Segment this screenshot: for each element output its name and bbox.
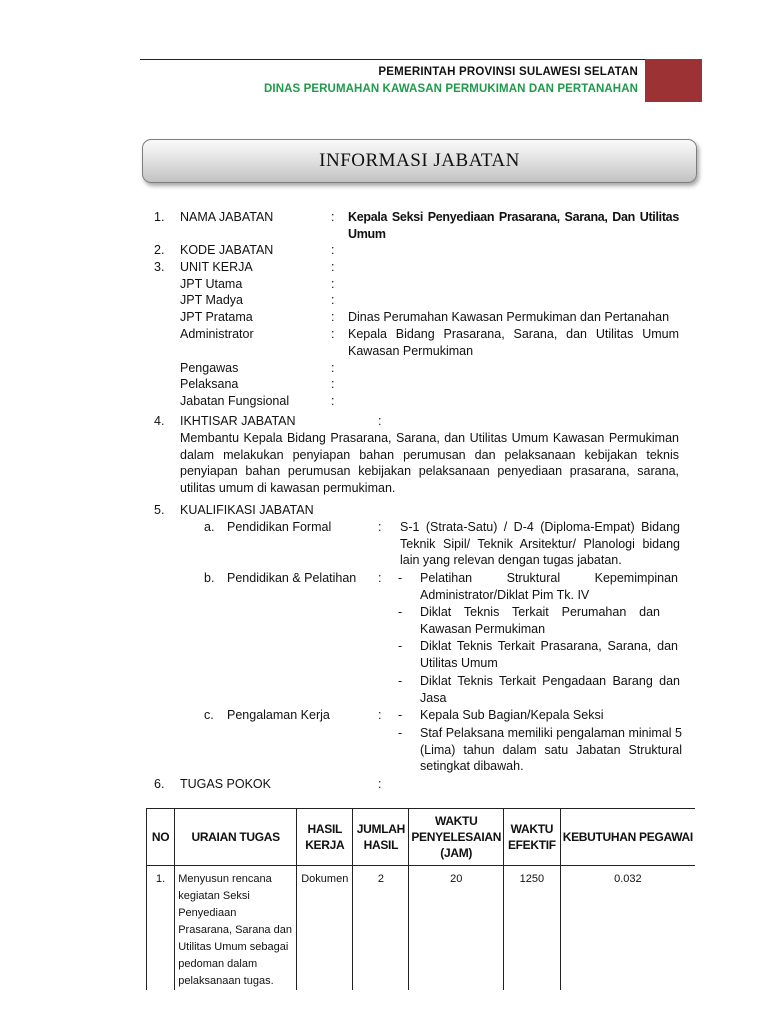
colon: : bbox=[378, 520, 382, 534]
col-header-kebutuhan-pegawai: KEBUTUHAN PEGAWAI bbox=[560, 809, 695, 866]
bullet-dash: - bbox=[398, 726, 403, 740]
cell-waktu-efektif: 1250 bbox=[504, 866, 561, 991]
ikhtisar-text: Membantu Kepala Bidang Prasarana, Sarana, dan Utilitas Umum Kawasan Permukiman dalam melakukan penyiapan bahan perumusan dan pelaksanaan kebijakan teknis penyiapan bahan perumusan kebijakan pelaksanaan penyediaan prasarana, sarana, utilitas umum di kawasan permukiman. bbox=[180, 431, 679, 495]
col-header-no: NO bbox=[147, 809, 175, 866]
bullet-dash: - bbox=[398, 708, 403, 722]
tugas-pokok-label: TUGAS POKOK bbox=[180, 777, 271, 791]
header-accent-block bbox=[645, 59, 702, 102]
colon: : bbox=[378, 571, 382, 585]
col-header-waktu-penyelesaian: WAKTU PENYELESAIAN (JAM) bbox=[409, 809, 504, 866]
col-header-waktu-efektif: WAKTU EFEKTIF bbox=[504, 809, 561, 866]
item-number-1: 1. bbox=[154, 210, 165, 224]
item-number-3: 3. bbox=[154, 260, 165, 274]
colon: : bbox=[331, 310, 335, 324]
colon: : bbox=[331, 243, 335, 257]
colon: : bbox=[378, 708, 382, 722]
item-number-6: 6. bbox=[154, 777, 165, 791]
table-row bbox=[147, 866, 696, 991]
sub-letter-b: b. bbox=[204, 571, 215, 585]
jpt-madya-label: JPT Madya bbox=[180, 293, 243, 307]
unit-kerja-label: UNIT KERJA bbox=[180, 260, 253, 274]
jpt-pratama-label: JPT Pratama bbox=[180, 310, 253, 324]
cell-no: 1. bbox=[147, 866, 175, 991]
bullet-dash: - bbox=[398, 605, 403, 619]
bullet-dash: - bbox=[398, 639, 403, 653]
col-header-uraian: URAIAN TUGAS bbox=[175, 809, 297, 866]
cell-uraian: Menyusun rencana kegiatan Seksi Penyediaan Prasarana, Sarana dan Utilitas Umum sebagai pedoman dalam pelaksanaan tugas. bbox=[175, 866, 297, 991]
kualifikasi-label: KUALIFIKASI JABATAN bbox=[180, 503, 314, 517]
col-header-hasil-kerja: HASIL KERJA bbox=[297, 809, 353, 866]
colon: : bbox=[331, 394, 335, 408]
page-title: INFORMASI JABATAN bbox=[142, 139, 697, 183]
bullet-dash: - bbox=[398, 674, 403, 688]
colon: : bbox=[331, 293, 335, 307]
cell-kebutuhan-pegawai: 0.032 bbox=[560, 866, 695, 991]
item-number-2: 2. bbox=[154, 243, 165, 257]
tugas-table bbox=[146, 808, 695, 990]
item-number-5: 5. bbox=[154, 503, 165, 517]
cell-jumlah-hasil: 2 bbox=[353, 866, 409, 991]
nama-jabatan-value: Kepala Seksi Penyediaan Prasarana, Sarana, Dan Utilitas Umum bbox=[348, 210, 679, 241]
pelatihan-item: Diklat Teknis Terkait Prasarana, Sarana, dan Utilitas Umum bbox=[420, 639, 678, 670]
kode-jabatan-label: KODE JABATAN bbox=[180, 243, 274, 257]
nama-jabatan-label: NAMA JABATAN bbox=[180, 210, 274, 224]
administrator-value: Kepala Bidang Prasarana, Sarana, dan Utilitas Umum Kawasan Permukiman bbox=[348, 327, 679, 358]
sub-letter-c: c. bbox=[204, 708, 214, 722]
bullet-dash: - bbox=[398, 571, 403, 585]
cell-waktu-penyelesaian: 20 bbox=[409, 866, 504, 991]
pelatihan-item: Diklat Teknis Terkait Perumahan dan Kawasan Permukiman bbox=[420, 605, 660, 636]
administrator-label: Administrator bbox=[180, 327, 254, 341]
colon: : bbox=[331, 277, 335, 291]
colon: : bbox=[331, 210, 335, 224]
item-number-4: 4. bbox=[154, 414, 165, 428]
colon: : bbox=[378, 777, 382, 791]
pendidikan-formal-value: S-1 (Strata-Satu) / D-4 (Diploma-Empat) Bidang Teknik Sipil/ Teknik Arsitektur/ Planologi bidang lain yang relevan dengan tugas jabatan. bbox=[400, 520, 680, 567]
colon: : bbox=[331, 377, 335, 391]
colon: : bbox=[331, 361, 335, 375]
col-header-jumlah-hasil: JUMLAH HASIL bbox=[353, 809, 409, 866]
jabatan-fungsional-label: Jabatan Fungsional bbox=[180, 394, 290, 408]
pengalaman-item: Staf Pelaksana memiliki pengalaman minimal 5 (Lima) tahun dalam satu Jabatan Struktural setingkat dibawah. bbox=[420, 726, 682, 773]
pengawas-label: Pengawas bbox=[180, 361, 239, 375]
pengalaman-item: Kepala Sub Bagian/Kepala Seksi bbox=[420, 708, 604, 722]
colon: : bbox=[331, 327, 335, 341]
colon: : bbox=[378, 414, 382, 428]
pendidikan-pelatihan-label: Pendidikan & Pelatihan bbox=[227, 571, 357, 585]
ikhtisar-label: IKHTISAR JABATAN bbox=[180, 414, 296, 428]
header-rule bbox=[140, 59, 645, 60]
pengalaman-kerja-label: Pengalaman Kerja bbox=[227, 708, 330, 722]
pelatihan-item: Pelatihan Struktural Kepemimpinan Administrator/Diklat Pim Tk. IV bbox=[420, 571, 678, 602]
cell-hasil-kerja: Dokumen bbox=[297, 866, 353, 991]
header-agency: DINAS PERUMAHAN KAWASAN PERMUKIMAN DAN PERTANAHAN bbox=[264, 83, 638, 95]
pelatihan-item: Diklat Teknis Terkait Pengadaan Barang dan Jasa bbox=[420, 674, 680, 705]
pendidikan-formal-label: Pendidikan Formal bbox=[227, 520, 332, 534]
jpt-pratama-value: Dinas Perumahan Kawasan Permukiman dan Pertanahan bbox=[348, 310, 670, 324]
table-header-row bbox=[147, 809, 696, 866]
colon: : bbox=[331, 260, 335, 274]
sub-letter-a: a. bbox=[204, 520, 215, 534]
header-province: PEMERINTAH PROVINSI SULAWESI SELATAN bbox=[378, 66, 638, 78]
pelaksana-label: Pelaksana bbox=[180, 377, 239, 391]
jpt-utama-label: JPT Utama bbox=[180, 277, 243, 291]
